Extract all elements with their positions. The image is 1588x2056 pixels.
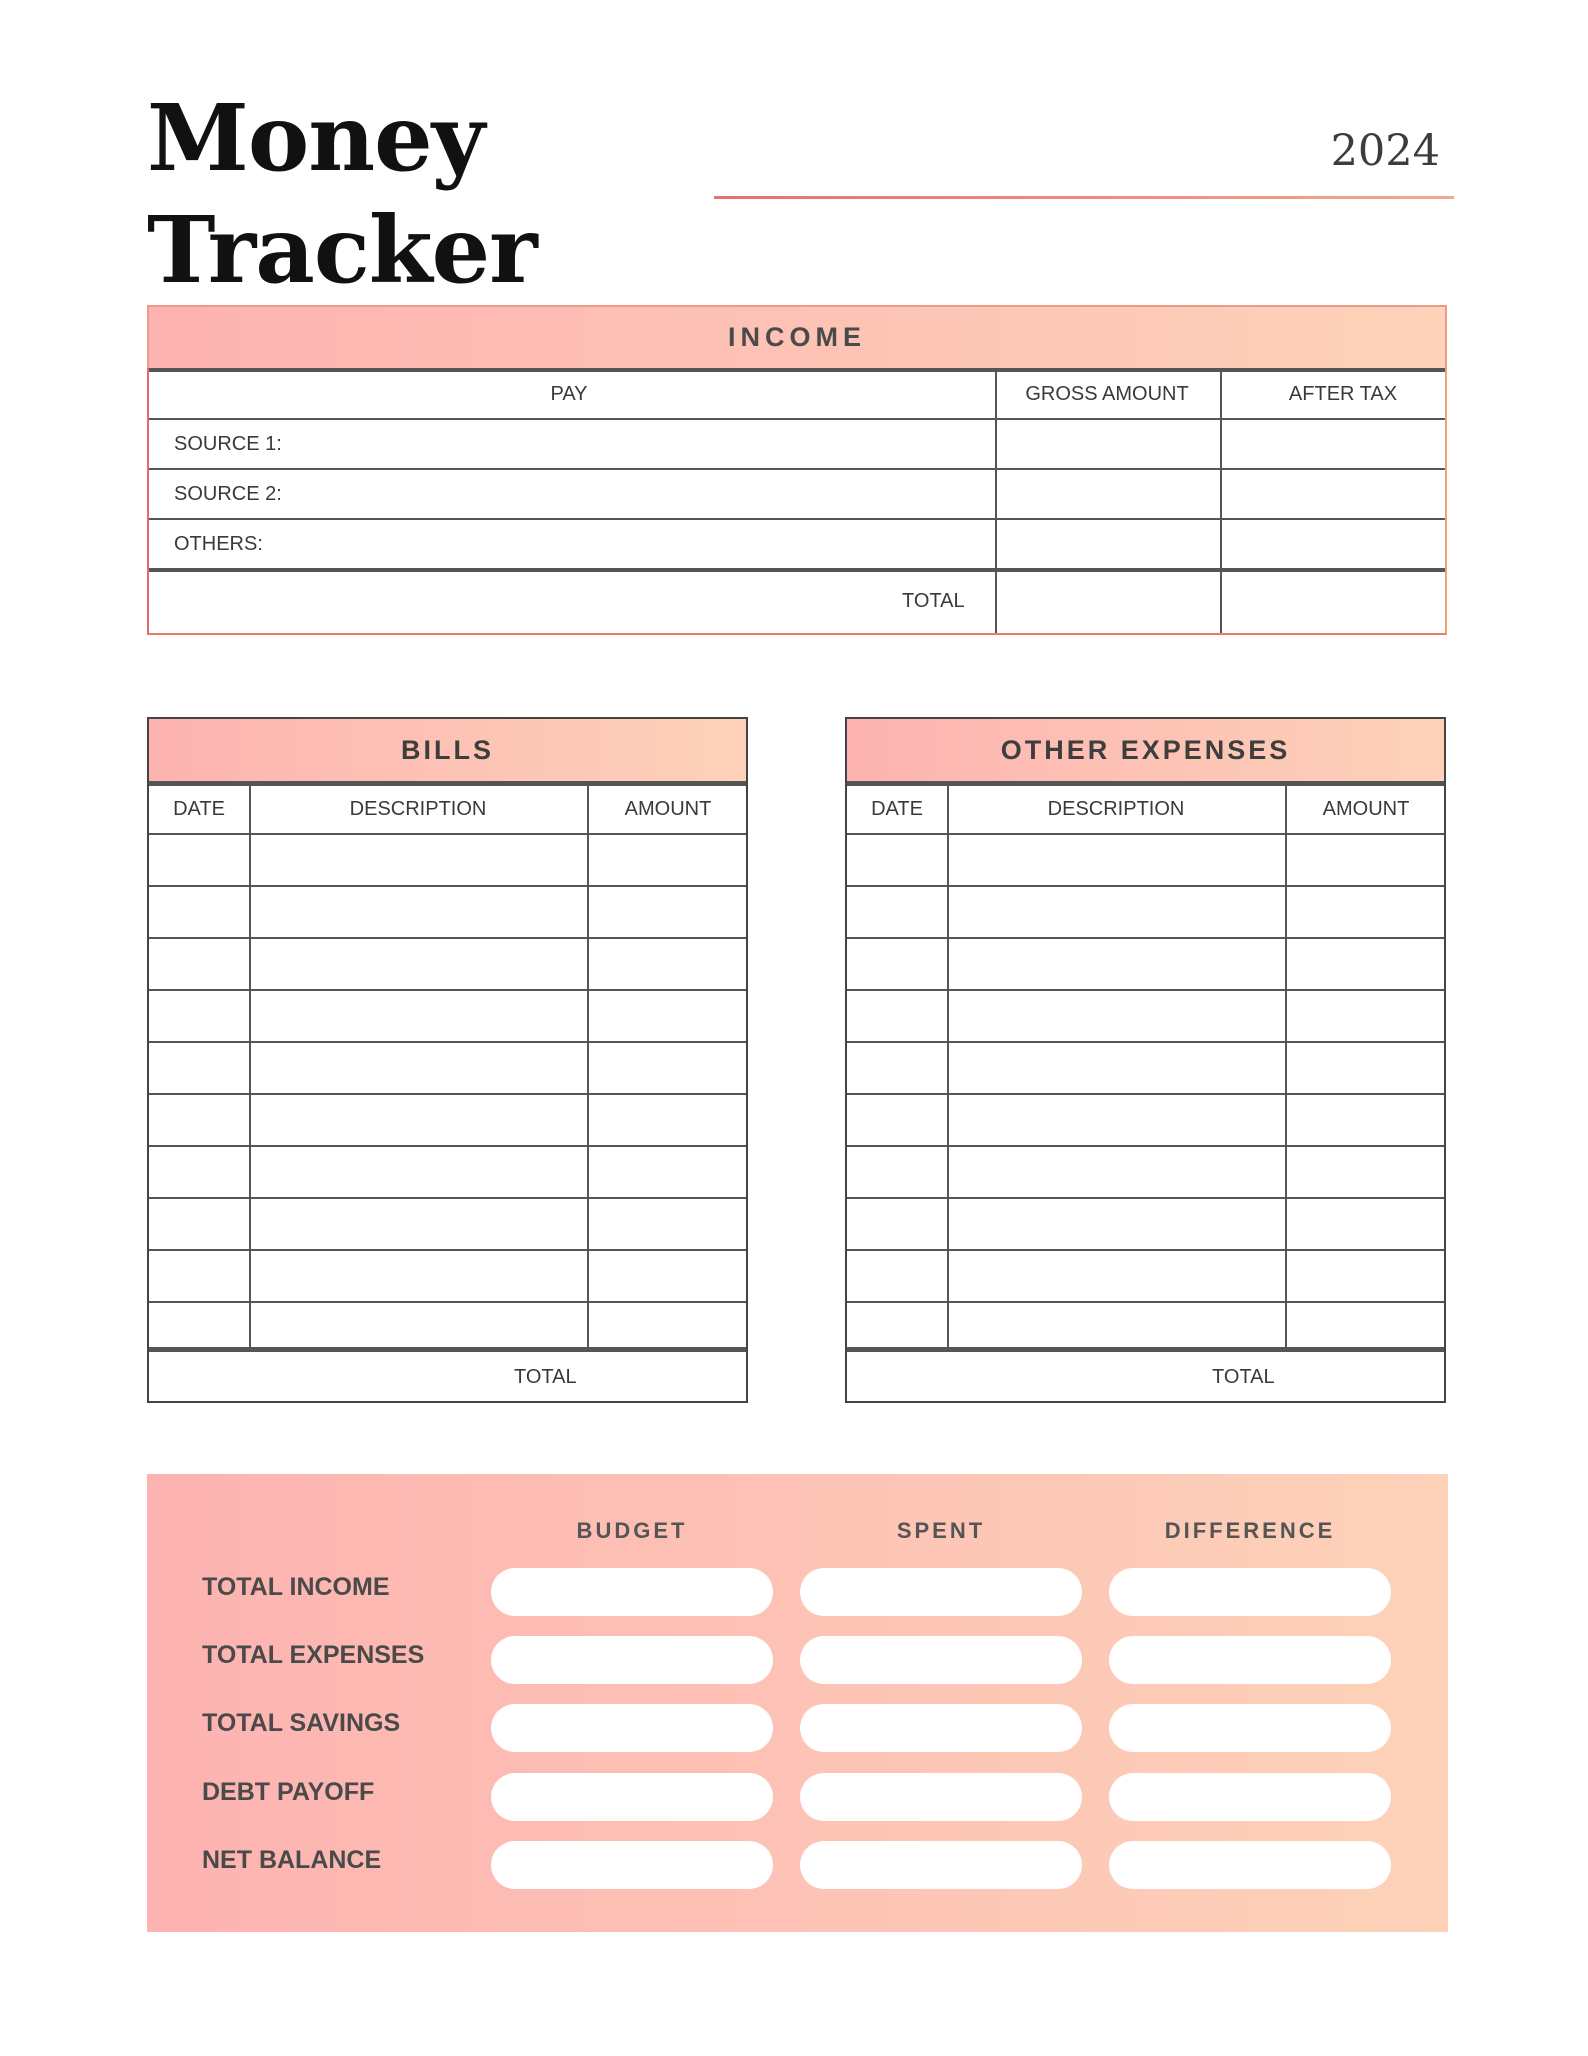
other-col-description: DESCRIPTION bbox=[1047, 798, 1185, 820]
bills-total-rule bbox=[149, 1347, 746, 1352]
income-col-divider bbox=[995, 368, 997, 633]
other-row-line bbox=[847, 1041, 1444, 1043]
summary-row-total-income: TOTAL INCOME bbox=[202, 1573, 390, 1601]
bills-table bbox=[147, 717, 748, 1403]
year-underline bbox=[714, 196, 1454, 199]
bills-col-date: DATE bbox=[173, 798, 225, 820]
summary-row-debt-payoff: DEBT PAYOFF bbox=[202, 1778, 375, 1806]
bills-row-line bbox=[149, 1041, 746, 1043]
difference-field-total-expenses[interactable] bbox=[1109, 1636, 1391, 1684]
bills-row-line bbox=[149, 1197, 746, 1199]
difference-field-total-income[interactable] bbox=[1109, 1568, 1391, 1616]
bills-header: BILLS bbox=[147, 717, 748, 781]
other-row-line bbox=[847, 937, 1444, 939]
summary-col-budget: BUDGET bbox=[576, 1518, 688, 1543]
budget-field-total-expenses[interactable] bbox=[491, 1636, 773, 1684]
budget-field-total-savings[interactable] bbox=[491, 1704, 773, 1752]
budget-field-net-balance[interactable] bbox=[491, 1841, 773, 1889]
spent-field-net-balance[interactable] bbox=[800, 1841, 1082, 1889]
income-header: INCOME bbox=[147, 305, 1447, 368]
other-expenses-table bbox=[845, 717, 1446, 1403]
bills-grid bbox=[147, 781, 748, 1403]
other-row-line bbox=[847, 1197, 1444, 1199]
bills-col-divider bbox=[587, 781, 589, 1349]
income-table bbox=[147, 305, 1447, 635]
other-row-line bbox=[847, 989, 1444, 991]
other-total-rule bbox=[847, 1347, 1444, 1352]
income-row-source-2: SOURCE 2: bbox=[174, 483, 282, 505]
other-row-line bbox=[847, 833, 1444, 835]
bills-row-line bbox=[149, 1301, 746, 1303]
other-total-label: TOTAL bbox=[1212, 1366, 1275, 1388]
income-row-line bbox=[149, 518, 1445, 520]
income-col-divider bbox=[1220, 368, 1222, 633]
summary-col-difference: DIFFERENCE bbox=[1164, 1518, 1336, 1543]
income-row-source-1: SOURCE 1: bbox=[174, 433, 282, 455]
bills-row-line bbox=[149, 1145, 746, 1147]
page-title bbox=[147, 82, 537, 306]
bills-row-line bbox=[149, 937, 746, 939]
bills-row-line bbox=[149, 833, 746, 835]
other-expenses-header: OTHER EXPENSES bbox=[845, 717, 1446, 781]
other-row-line bbox=[847, 1301, 1444, 1303]
other-expenses-grid bbox=[845, 781, 1446, 1403]
other-col-amount: AMOUNT bbox=[1322, 798, 1410, 820]
budget-field-total-income[interactable] bbox=[491, 1568, 773, 1616]
income-col-gross-amount: GROSS AMOUNT bbox=[1025, 383, 1189, 405]
spent-field-total-expenses[interactable] bbox=[800, 1636, 1082, 1684]
difference-field-debt-payoff[interactable] bbox=[1109, 1773, 1391, 1821]
year-label: 2024 bbox=[1330, 126, 1440, 176]
income-grid bbox=[147, 368, 1447, 635]
bills-header-rule bbox=[149, 781, 746, 786]
spent-field-total-income[interactable] bbox=[800, 1568, 1082, 1616]
title-line-1: Money bbox=[147, 84, 485, 192]
income-row-line bbox=[149, 418, 1445, 420]
income-row-line bbox=[149, 468, 1445, 470]
difference-field-total-savings[interactable] bbox=[1109, 1704, 1391, 1752]
spent-field-total-savings[interactable] bbox=[800, 1704, 1082, 1752]
bills-total-label: TOTAL bbox=[514, 1366, 577, 1388]
bills-row-line bbox=[149, 885, 746, 887]
income-header-rule bbox=[149, 368, 1445, 372]
bills-col-description: DESCRIPTION bbox=[349, 798, 487, 820]
summary-row-total-expenses: TOTAL EXPENSES bbox=[202, 1641, 425, 1669]
income-total-label: TOTAL bbox=[902, 590, 965, 612]
other-row-line bbox=[847, 1145, 1444, 1147]
summary-row-net-balance: NET BALANCE bbox=[202, 1846, 382, 1874]
other-row-line bbox=[847, 1093, 1444, 1095]
bills-col-amount: AMOUNT bbox=[624, 798, 712, 820]
difference-field-net-balance[interactable] bbox=[1109, 1841, 1391, 1889]
bills-col-divider bbox=[249, 781, 251, 1349]
income-col-pay: PAY bbox=[550, 383, 588, 405]
other-row-line bbox=[847, 1249, 1444, 1251]
bills-row-line bbox=[149, 989, 746, 991]
other-col-divider bbox=[947, 781, 949, 1349]
summary-panel bbox=[147, 1474, 1448, 1932]
summary-row-total-savings: TOTAL SAVINGS bbox=[202, 1709, 401, 1737]
spent-field-debt-payoff[interactable] bbox=[800, 1773, 1082, 1821]
other-col-divider bbox=[1285, 781, 1287, 1349]
bills-row-line bbox=[149, 1249, 746, 1251]
income-total-rule bbox=[149, 568, 1445, 572]
income-row-others: OTHERS: bbox=[174, 533, 263, 555]
other-col-date: DATE bbox=[871, 798, 923, 820]
other-row-line bbox=[847, 885, 1444, 887]
income-col-after-tax: AFTER TAX bbox=[1288, 383, 1398, 405]
other-header-rule bbox=[847, 781, 1444, 786]
bills-row-line bbox=[149, 1093, 746, 1095]
summary-col-spent: SPENT bbox=[896, 1518, 986, 1543]
title-line-2: Tracker bbox=[147, 196, 537, 304]
budget-field-debt-payoff[interactable] bbox=[491, 1773, 773, 1821]
